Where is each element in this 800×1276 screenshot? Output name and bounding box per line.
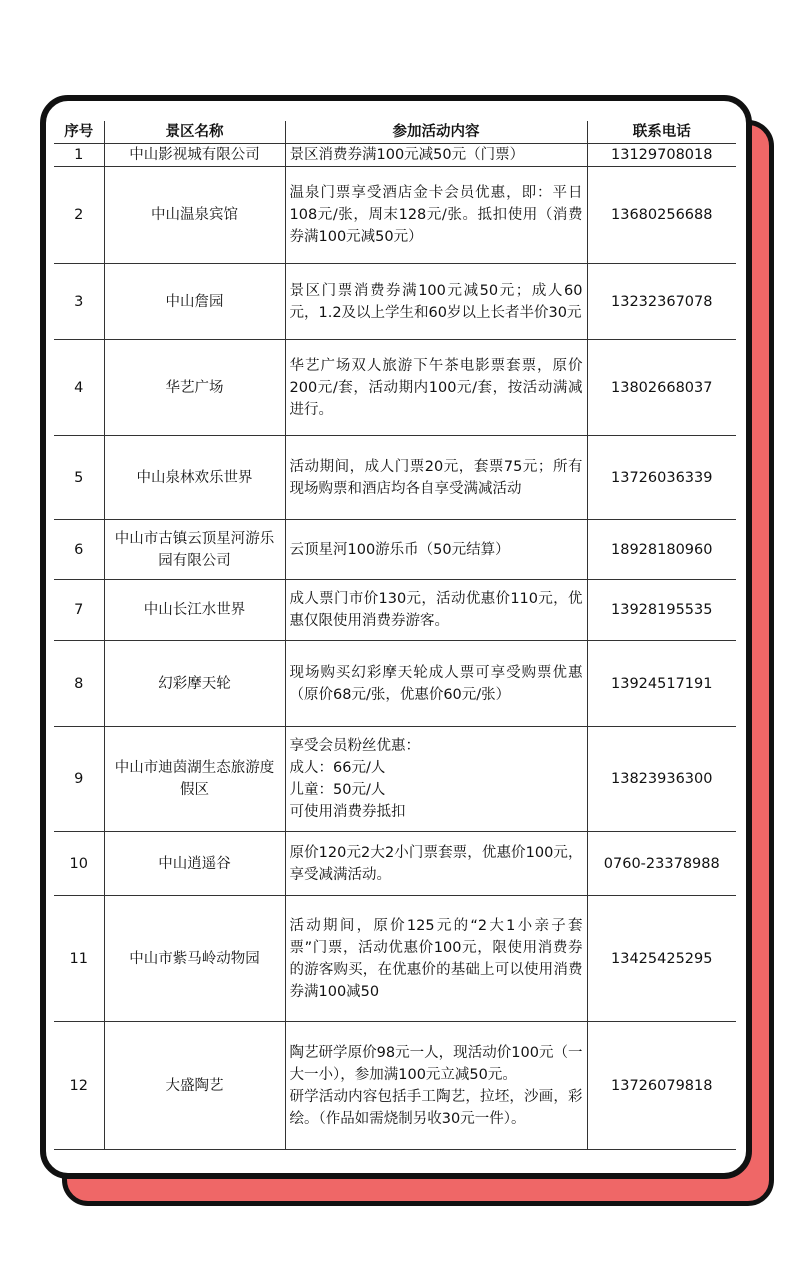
activity-content xyxy=(285,520,587,580)
row-number: 6 xyxy=(54,520,104,580)
activity-content-line: 成人：66元/人 xyxy=(289,760,386,776)
row-number: 8 xyxy=(54,641,104,727)
contact-phone: 13924517191 xyxy=(587,641,736,727)
header-phone: 联系电话 xyxy=(587,121,736,144)
table-row xyxy=(54,641,736,727)
contact-phone: 13823936300 xyxy=(587,727,736,832)
activity-content-line: 云顶星河100游乐币（50元结算） xyxy=(289,541,510,558)
activity-content xyxy=(285,1022,587,1150)
activity-content-line: 活动期间，原价125元的“2大1小亲子套票”门票，活动优惠价100元，限使用消费券的游客购买，在优惠价的基础上可以使用消费券满100减50 xyxy=(289,917,583,1000)
activity-content-line: 景区消费券满100元减50元（门票） xyxy=(289,147,525,163)
contact-phone: 13802668037 xyxy=(587,340,736,436)
contact-phone: 13726036339 xyxy=(587,436,736,520)
activity-content-line: 温泉门票享受酒店金卡会员优惠，即：平日108元/张，周末128元/张。抵扣使用（消费券满100元减50元） xyxy=(289,185,583,245)
contact-phone: 13928195535 xyxy=(587,580,736,641)
activity-content xyxy=(285,896,587,1022)
row-number: 9 xyxy=(54,727,104,832)
activity-content-line: 陶艺研学原价98元一人，现活动价100元（一大一小），参加满100元立减50元。 xyxy=(289,1044,583,1083)
activity-content-line: 成人票门市价130元，活动优惠价110元，优惠仅限使用消费券游客。 xyxy=(289,591,583,629)
attraction-name: 中山泉林欢乐世界 xyxy=(104,436,285,520)
table-row xyxy=(54,580,736,641)
activity-content xyxy=(285,580,587,641)
activity-content xyxy=(285,167,587,264)
activity-content xyxy=(285,436,587,520)
table-card xyxy=(40,95,752,1179)
contact-phone: 13680256688 xyxy=(587,167,736,264)
row-number: 11 xyxy=(54,896,104,1022)
attractions-table xyxy=(54,121,736,1150)
row-number: 12 xyxy=(54,1022,104,1150)
header-name: 景区名称 xyxy=(104,121,285,144)
activity-content-line: 景区门票消费券满100元减50元；成人60元，1.2及以上学生和60岁以上长者半价30元 xyxy=(289,282,583,321)
header-content: 参加活动内容 xyxy=(285,121,587,144)
table-row xyxy=(54,144,736,167)
attraction-name: 中山市紫马岭动物园 xyxy=(104,896,285,1022)
attraction-name: 幻彩摩天轮 xyxy=(104,641,285,727)
table-row xyxy=(54,727,736,832)
activity-content-line: 享受会员粉丝优惠： xyxy=(289,738,420,754)
attraction-name: 中山逍遥谷 xyxy=(104,832,285,896)
contact-phone: 13726079818 xyxy=(587,1022,736,1150)
attraction-name: 华艺广场 xyxy=(104,340,285,436)
activity-content-line: 可使用消费券抵扣 xyxy=(289,804,406,820)
attraction-name: 中山温泉宾馆 xyxy=(104,167,285,264)
table-row xyxy=(54,832,736,896)
activity-content xyxy=(285,264,587,340)
table-row xyxy=(54,167,736,264)
row-number: 4 xyxy=(54,340,104,436)
attraction-name: 中山市古镇云顶星河游乐园有限公司 xyxy=(104,520,285,580)
contact-phone: 13425425295 xyxy=(587,896,736,1022)
activity-content xyxy=(285,340,587,436)
row-number: 2 xyxy=(54,167,104,264)
attraction-name: 中山长江水世界 xyxy=(104,580,285,641)
contact-phone: 13129708018 xyxy=(587,144,736,167)
activity-content-line: 原价120元2大2小门票套票，优惠价100元，享受减满活动。 xyxy=(289,844,583,883)
activity-content-line: 华艺广场双人旅游下午茶电影票套票，原价200元/套，活动期内100元/套，按活动满减进行。 xyxy=(289,357,583,418)
activity-content-line: 活动期间，成人门票20元，套票75元；所有现场购票和酒店均各自享受满减活动 xyxy=(289,458,583,497)
table-row xyxy=(54,436,736,520)
contact-phone: 0760-23378988 xyxy=(587,832,736,896)
activity-content xyxy=(285,727,587,832)
row-number: 10 xyxy=(54,832,104,896)
table-row xyxy=(54,340,736,436)
activity-content-line: 儿童：50元/人 xyxy=(289,782,386,798)
attraction-name: 中山市迪茵湖生态旅游度假区 xyxy=(104,727,285,832)
table-row xyxy=(54,520,736,580)
header-no: 序号 xyxy=(54,121,104,144)
activity-content xyxy=(285,641,587,727)
row-number: 7 xyxy=(54,580,104,641)
contact-phone: 18928180960 xyxy=(587,520,736,580)
attraction-name: 中山詹园 xyxy=(104,264,285,340)
table-row xyxy=(54,1022,736,1150)
attraction-name: 大盛陶艺 xyxy=(104,1022,285,1150)
row-number: 1 xyxy=(54,144,104,167)
row-number: 5 xyxy=(54,436,104,520)
table-row xyxy=(54,896,736,1022)
activity-content-line: 现场购买幻彩摩天轮成人票可享受购票优惠（原价68元/张，优惠价60元/张） xyxy=(289,664,583,703)
table-row xyxy=(54,264,736,340)
activity-content xyxy=(285,832,587,896)
table-header-row xyxy=(54,121,736,144)
activity-content-line: 研学活动内容包括手工陶艺，拉坯，沙画，彩绘。（作品如需烧制另收30元一件）。 xyxy=(289,1088,583,1127)
attraction-name: 中山影视城有限公司 xyxy=(104,144,285,167)
activity-content xyxy=(285,144,587,167)
row-number: 3 xyxy=(54,264,104,340)
contact-phone: 13232367078 xyxy=(587,264,736,340)
